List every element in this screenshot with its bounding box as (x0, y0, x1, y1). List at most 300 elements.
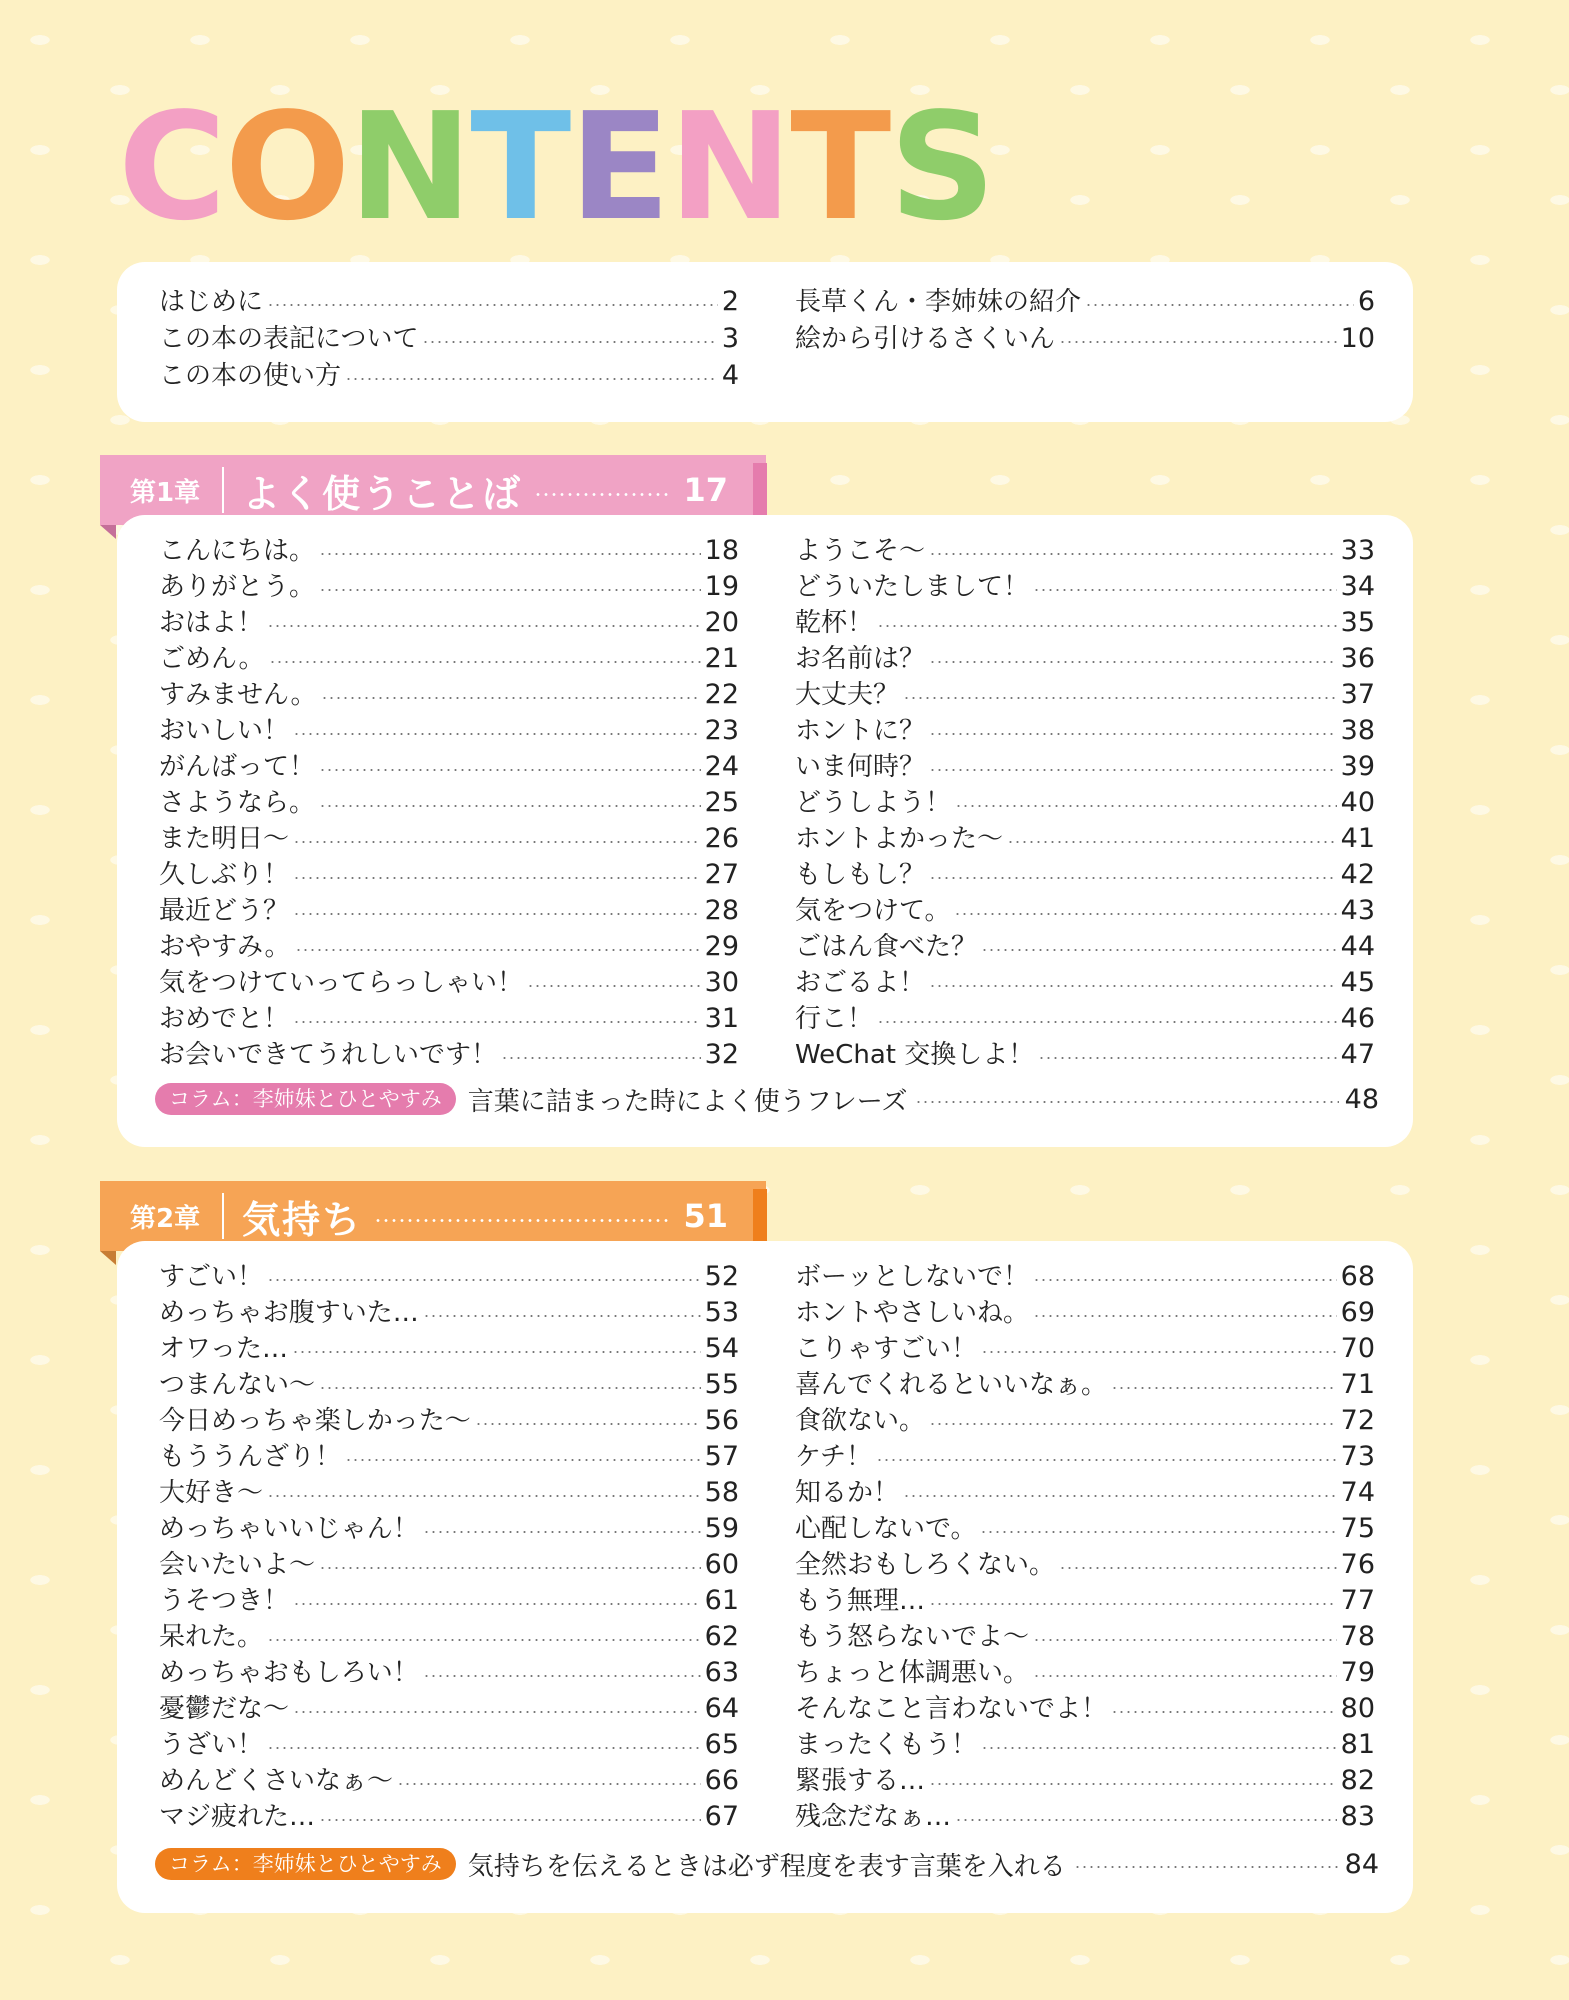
toc-entry[interactable] (159, 713, 739, 749)
entry-label: この本の表記について (159, 324, 419, 354)
toc-entry[interactable] (795, 1403, 1375, 1439)
leader-dots (1038, 1057, 1336, 1059)
entry-page: 74 (1340, 1477, 1375, 1508)
entry-label: めっちゃおもしろい！ (159, 1658, 419, 1688)
toc-entry[interactable] (795, 1547, 1375, 1583)
entry-page: 26 (704, 823, 739, 854)
entry-label: もしもし？ (795, 860, 926, 890)
entry-label: こりゃすごい！ (795, 1334, 978, 1364)
toc-entry[interactable] (795, 893, 1375, 929)
entry-page: 37 (1340, 679, 1375, 710)
leader-dots (319, 769, 701, 771)
chapter2-column-entry[interactable] (155, 1845, 1379, 1883)
leader-dots (267, 1279, 701, 1281)
leader-dots (319, 805, 701, 807)
entry-page: 60 (704, 1549, 739, 1580)
leader-dots (1007, 841, 1337, 843)
chapter1-fold (100, 525, 116, 539)
entry-label: ケチ！ (795, 1442, 872, 1472)
entry-page: 18 (704, 535, 739, 566)
entry-label: ようこそ〜 (795, 536, 926, 566)
entry-page: 63 (704, 1657, 739, 1688)
entry-label: 気をつけていってらっしゃい！ (159, 968, 524, 998)
entry-page: 35 (1340, 607, 1375, 638)
entry-label: ボーッとしないで！ (795, 1262, 1030, 1292)
leader-dots (293, 1711, 701, 1713)
entry-label: 食欲ない。 (795, 1406, 926, 1436)
entry-label: どうしよう！ (795, 788, 952, 818)
toc-entry[interactable] (159, 1367, 739, 1403)
entry-label: まったくもう！ (795, 1730, 978, 1760)
leader-dots (293, 913, 701, 915)
leader-dots (267, 1639, 701, 1641)
leader-dots (295, 949, 701, 951)
toc-entry[interactable] (159, 569, 739, 605)
leader-dots (1111, 1711, 1337, 1713)
leader-dots (397, 1783, 701, 1785)
leader-dots (903, 1495, 1337, 1497)
toc-entry[interactable] (159, 1259, 739, 1295)
chapter1-leader-dots (534, 493, 671, 496)
chapter2-tab (753, 1189, 767, 1243)
entry-label: 喜んでくれるといいなぁ。 (795, 1370, 1108, 1400)
entry-page: 73 (1340, 1441, 1375, 1472)
entry-page: 58 (704, 1477, 739, 1508)
toc-entry[interactable] (159, 929, 739, 965)
toc-entry[interactable] (159, 641, 739, 677)
toc-entry[interactable] (159, 1799, 739, 1835)
leader-dots (981, 1747, 1337, 1749)
chapter1-separator (222, 467, 224, 513)
entry-page: 42 (1340, 859, 1375, 890)
entry-page: 2 (721, 286, 739, 317)
leader-dots (929, 733, 1337, 735)
entry-label: めっちゃお腹すいた… (159, 1298, 419, 1328)
toc-entry[interactable] (159, 1547, 739, 1583)
toc-entry[interactable] (795, 1691, 1375, 1727)
entry-page: 34 (1340, 571, 1375, 602)
leader-dots (877, 1021, 1337, 1023)
entry-page: 33 (1340, 535, 1375, 566)
toc-entry[interactable] (159, 1037, 739, 1073)
leader-dots (292, 1351, 701, 1353)
entry-label: ホントやさしいね。 (795, 1298, 1030, 1328)
entry-label: 久しぶり！ (159, 860, 290, 890)
entry-label: もう無理… (795, 1586, 926, 1616)
entry-page: 61 (704, 1585, 739, 1616)
entry-page: 27 (704, 859, 739, 890)
entry-page: 81 (1340, 1729, 1375, 1760)
toc-entry[interactable] (795, 1295, 1375, 1331)
column-page: 48 (1344, 1083, 1379, 1115)
toc-entry[interactable] (159, 821, 739, 857)
entry-label: いま何時？ (795, 752, 926, 782)
toc-entry[interactable] (795, 857, 1375, 893)
entry-page: 39 (1340, 751, 1375, 782)
leader-dots (319, 1387, 701, 1389)
leader-dots (929, 1603, 1337, 1605)
entry-label: そんなこと言わないでよ！ (795, 1694, 1108, 1724)
toc-entry[interactable] (795, 1259, 1375, 1295)
title-letter: T (790, 81, 890, 253)
toc-entry[interactable] (159, 1439, 739, 1475)
entry-page: 62 (704, 1621, 739, 1652)
entry-label: 行こ！ (795, 1004, 874, 1034)
toc-entry[interactable] (159, 1583, 739, 1619)
entry-label: うざい！ (159, 1730, 264, 1760)
entry-label: 乾杯！ (795, 608, 874, 638)
entry-label: おごるよ！ (795, 968, 926, 998)
entry-label: また明日〜 (159, 824, 290, 854)
toc-entry[interactable] (795, 641, 1375, 677)
entry-label: ごはん食べた？ (795, 932, 978, 962)
entry-page: 3 (721, 323, 739, 354)
entry-page: 53 (704, 1297, 739, 1328)
toc-entry[interactable] (795, 785, 1375, 821)
toc-entry[interactable] (795, 929, 1375, 965)
leader-dots (319, 589, 701, 591)
entry-page: 78 (1340, 1621, 1375, 1652)
entry-label: もううんざり！ (159, 1442, 342, 1472)
entry-page: 44 (1340, 931, 1375, 962)
column-label: 言葉に詰まった時によく使うフレーズ (467, 1086, 908, 1117)
toc-entry[interactable] (795, 1799, 1375, 1835)
entry-page: 10 (1340, 323, 1375, 354)
leader-dots (981, 949, 1337, 951)
leader-dots (929, 985, 1337, 987)
entry-label: 知るか！ (795, 1478, 900, 1508)
toc-entry[interactable] (795, 569, 1375, 605)
entry-label: 全然おもしろくない。 (795, 1550, 1056, 1580)
chapter1-section (117, 515, 1413, 1147)
chapter2-separator (222, 1193, 224, 1239)
entry-label: 最近どう？ (159, 896, 290, 926)
entry-page: 20 (704, 607, 739, 638)
entry-page: 72 (1340, 1405, 1375, 1436)
entry-label: おいしい！ (159, 716, 290, 746)
entry-label: おはよ！ (159, 608, 264, 638)
chapter1-page: 17 (683, 471, 728, 509)
entry-label: 呆れた。 (159, 1622, 264, 1652)
title-letter: C (118, 81, 225, 253)
title-letter: N (668, 81, 791, 253)
leader-dots (954, 913, 1336, 915)
entry-page: 69 (1340, 1297, 1375, 1328)
entry-label: 大好き〜 (159, 1478, 264, 1508)
entry-label: オワった… (159, 1334, 288, 1364)
toc-entry[interactable] (795, 677, 1375, 713)
entry-label: ごめん。 (159, 644, 265, 674)
leader-dots (1033, 1315, 1337, 1317)
contents-title (118, 81, 994, 253)
toc-entry[interactable] (159, 1763, 739, 1799)
leader-dots (1059, 341, 1337, 343)
entry-label: どういたしまして！ (795, 572, 1030, 602)
intro-section (117, 262, 1413, 422)
entry-label: ホントに？ (795, 716, 926, 746)
leader-dots (423, 1531, 701, 1533)
entry-page: 40 (1340, 787, 1375, 818)
toc-entry[interactable] (159, 605, 739, 641)
toc-entry[interactable] (795, 713, 1375, 749)
toc-entry[interactable] (159, 1691, 739, 1727)
chapter1-column-entry[interactable] (155, 1080, 1379, 1118)
leader-dots (1074, 1866, 1339, 1868)
entry-label: つまんない〜 (159, 1370, 316, 1400)
leader-dots (319, 1567, 701, 1569)
toc-entry[interactable] (795, 749, 1375, 785)
entry-page: 31 (704, 1003, 739, 1034)
toc-entry[interactable] (795, 1619, 1375, 1655)
leader-dots (929, 769, 1337, 771)
entry-label: がんばって！ (159, 752, 316, 782)
column-label: 気持ちを伝えるときは必ず程度を表す言葉を入れる (467, 1851, 1066, 1882)
toc-entry[interactable] (795, 321, 1375, 357)
entry-page: 75 (1340, 1513, 1375, 1544)
toc-entry[interactable] (159, 857, 739, 893)
entry-label: さようなら。 (159, 788, 316, 818)
entry-page: 56 (704, 1405, 739, 1436)
leader-dots (423, 1675, 701, 1677)
entry-page: 38 (1340, 715, 1375, 746)
entry-page: 24 (704, 751, 739, 782)
entry-page: 25 (704, 787, 739, 818)
entry-label: すごい！ (159, 1262, 264, 1292)
leader-dots (980, 1531, 1336, 1533)
entry-label: お名前は？ (795, 644, 926, 674)
entry-label: WeChat 交換しよ！ (795, 1040, 1035, 1070)
entry-page: 65 (704, 1729, 739, 1760)
leader-dots (1059, 1567, 1337, 1569)
leader-dots (293, 841, 701, 843)
column-badge: コラム：李姉妹とひとやすみ (155, 1083, 456, 1115)
entry-label: めんどくさいなぁ〜 (159, 1766, 394, 1796)
leader-dots (319, 1819, 701, 1821)
entry-page: 23 (704, 715, 739, 746)
leader-dots (321, 697, 701, 699)
entry-page: 52 (704, 1261, 739, 1292)
entry-label: 緊張する… (795, 1766, 926, 1796)
leader-dots (269, 661, 701, 663)
entry-page: 4 (721, 360, 739, 391)
toc-entry[interactable] (795, 1475, 1375, 1511)
entry-page: 36 (1340, 643, 1375, 674)
chapter1-number: 第1章 (130, 477, 201, 508)
entry-page: 70 (1340, 1333, 1375, 1364)
column-page: 84 (1344, 1848, 1379, 1880)
toc-entry[interactable] (795, 821, 1375, 857)
toc-entry[interactable] (795, 1511, 1375, 1547)
toc-entry[interactable] (795, 1439, 1375, 1475)
leader-dots (981, 1351, 1337, 1353)
chapter2-section (117, 1241, 1413, 1913)
entry-page: 43 (1340, 895, 1375, 926)
toc-entry[interactable] (159, 1475, 739, 1511)
entry-label: うそつき！ (159, 1586, 290, 1616)
entry-page: 68 (1340, 1261, 1375, 1292)
leader-dots (1111, 1387, 1337, 1389)
toc-entry[interactable] (159, 358, 739, 394)
entry-label: マジ疲れた… (159, 1802, 316, 1832)
leader-dots (1033, 589, 1337, 591)
entry-page: 21 (704, 643, 739, 674)
toc-entry[interactable] (159, 1727, 739, 1763)
entry-page: 82 (1340, 1765, 1375, 1796)
title-letter: S (889, 81, 994, 253)
leader-dots (267, 304, 718, 306)
leader-dots (345, 378, 718, 380)
entry-page: 30 (704, 967, 739, 998)
toc-entry[interactable] (159, 677, 739, 713)
leader-dots (475, 1423, 701, 1425)
toc-entry[interactable] (795, 284, 1375, 320)
entry-page: 32 (704, 1039, 739, 1070)
leader-dots (293, 877, 701, 879)
entry-label: この本の使い方 (159, 361, 342, 391)
leader-dots (955, 805, 1337, 807)
leader-dots (423, 1315, 701, 1317)
entry-page: 28 (704, 895, 739, 926)
entry-label: めっちゃいいじゃん！ (159, 1514, 419, 1544)
chapter2-title: 気持ち (242, 1197, 363, 1242)
entry-page: 22 (704, 679, 739, 710)
leader-dots (876, 1459, 1337, 1461)
entry-label: 気をつけて。 (795, 896, 951, 926)
toc-entry[interactable] (159, 1655, 739, 1691)
leader-dots (293, 1603, 701, 1605)
toc-entry[interactable] (159, 1295, 739, 1331)
toc-entry[interactable] (159, 321, 739, 357)
entry-label: こんにちは。 (159, 536, 316, 566)
chapter2-number: 第2章 (130, 1203, 201, 1234)
leader-dots (319, 553, 701, 555)
leader-dots (903, 697, 1337, 699)
toc-entry[interactable] (159, 1511, 739, 1547)
entry-label: おやすみ。 (159, 932, 291, 962)
entry-label: 大丈夫？ (795, 680, 900, 710)
entry-label: はじめに (159, 287, 264, 317)
entry-label: 心配しないで。 (795, 1514, 977, 1544)
toc-entry[interactable] (795, 1331, 1375, 1367)
entry-page: 19 (704, 571, 739, 602)
toc-entry[interactable] (159, 533, 739, 569)
chapter1-tab (753, 463, 767, 517)
toc-entry[interactable] (795, 1583, 1375, 1619)
entry-page: 64 (704, 1693, 739, 1724)
toc-entry[interactable] (795, 533, 1375, 569)
entry-label: おめでと！ (159, 1004, 290, 1034)
toc-entry[interactable] (795, 1001, 1375, 1037)
leader-dots (422, 341, 717, 343)
chapter1-title: よく使うことば (242, 471, 523, 516)
leader-dots (1033, 1639, 1337, 1641)
toc-entry[interactable] (795, 605, 1375, 641)
leader-dots (501, 1057, 701, 1059)
leader-dots (915, 1101, 1338, 1103)
leader-dots (929, 553, 1337, 555)
chapter2-fold (100, 1251, 116, 1265)
entry-page: 45 (1340, 967, 1375, 998)
entry-page: 46 (1340, 1003, 1375, 1034)
leader-dots (929, 1783, 1337, 1785)
entry-label: 長草くん・李姉妹の紹介 (795, 287, 1082, 317)
entry-label: もう怒らないでよ〜 (795, 1622, 1030, 1652)
toc-entry[interactable] (795, 1037, 1375, 1073)
leader-dots (267, 1495, 701, 1497)
entry-page: 59 (704, 1513, 739, 1544)
entry-page: 55 (704, 1369, 739, 1400)
toc-entry[interactable] (159, 1403, 739, 1439)
entry-page: 41 (1340, 823, 1375, 854)
toc-entry[interactable] (795, 1763, 1375, 1799)
column-badge: コラム：李姉妹とひとやすみ (155, 1848, 456, 1880)
toc-entry[interactable] (159, 1619, 739, 1655)
entry-page: 57 (704, 1441, 739, 1472)
entry-page: 71 (1340, 1369, 1375, 1400)
toc-entry[interactable] (159, 965, 739, 1001)
entry-label: 今日めっちゃ楽しかった〜 (159, 1406, 471, 1436)
toc-entry[interactable] (159, 749, 739, 785)
toc-entry[interactable] (795, 1727, 1375, 1763)
title-letter: E (569, 81, 669, 253)
leader-dots (955, 1819, 1337, 1821)
entry-label: ちょっと体調悪い。 (795, 1658, 1030, 1688)
toc-entry[interactable] (795, 1367, 1375, 1403)
entry-page: 29 (704, 931, 739, 962)
entry-page: 47 (1340, 1039, 1375, 1070)
leader-dots (1033, 1279, 1337, 1281)
entry-label: すみません。 (159, 680, 317, 710)
leader-dots (929, 1423, 1337, 1425)
toc-entry[interactable] (159, 785, 739, 821)
leader-dots (877, 625, 1337, 627)
entry-label: お会いできてうれしいです！ (159, 1040, 498, 1070)
leader-dots (1085, 304, 1354, 306)
title-letter: N (348, 81, 471, 253)
chapter2-leader-dots (374, 1219, 671, 1222)
entry-page: 83 (1340, 1801, 1375, 1832)
toc-entry[interactable] (159, 1001, 739, 1037)
entry-label: ホントよかった〜 (795, 824, 1004, 854)
toc-entry[interactable] (159, 1331, 739, 1367)
entry-page: 79 (1340, 1657, 1375, 1688)
leader-dots (267, 1747, 701, 1749)
entry-label: ありがとう。 (159, 572, 316, 602)
toc-entry[interactable] (795, 965, 1375, 1001)
leader-dots (1033, 1675, 1337, 1677)
title-letter: T (470, 81, 570, 253)
leader-dots (929, 877, 1337, 879)
entry-page: 6 (1357, 286, 1375, 317)
toc-entry[interactable] (159, 893, 739, 929)
entry-label: 絵から引けるさくいん (795, 324, 1056, 354)
leader-dots (293, 1021, 701, 1023)
entry-label: 会いたいよ〜 (159, 1550, 316, 1580)
chapter2-page: 51 (683, 1197, 728, 1235)
leader-dots (293, 733, 701, 735)
entry-page: 54 (704, 1333, 739, 1364)
entry-label: 残念だなぁ… (795, 1802, 952, 1832)
leader-dots (929, 661, 1337, 663)
toc-entry[interactable] (159, 284, 739, 320)
leader-dots (527, 985, 701, 987)
toc-entry[interactable] (795, 1655, 1375, 1691)
entry-page: 66 (704, 1765, 739, 1796)
title-letter: O (224, 81, 349, 253)
entry-label: 憂鬱だな〜 (159, 1694, 290, 1724)
entry-page: 77 (1340, 1585, 1375, 1616)
leader-dots (267, 625, 701, 627)
